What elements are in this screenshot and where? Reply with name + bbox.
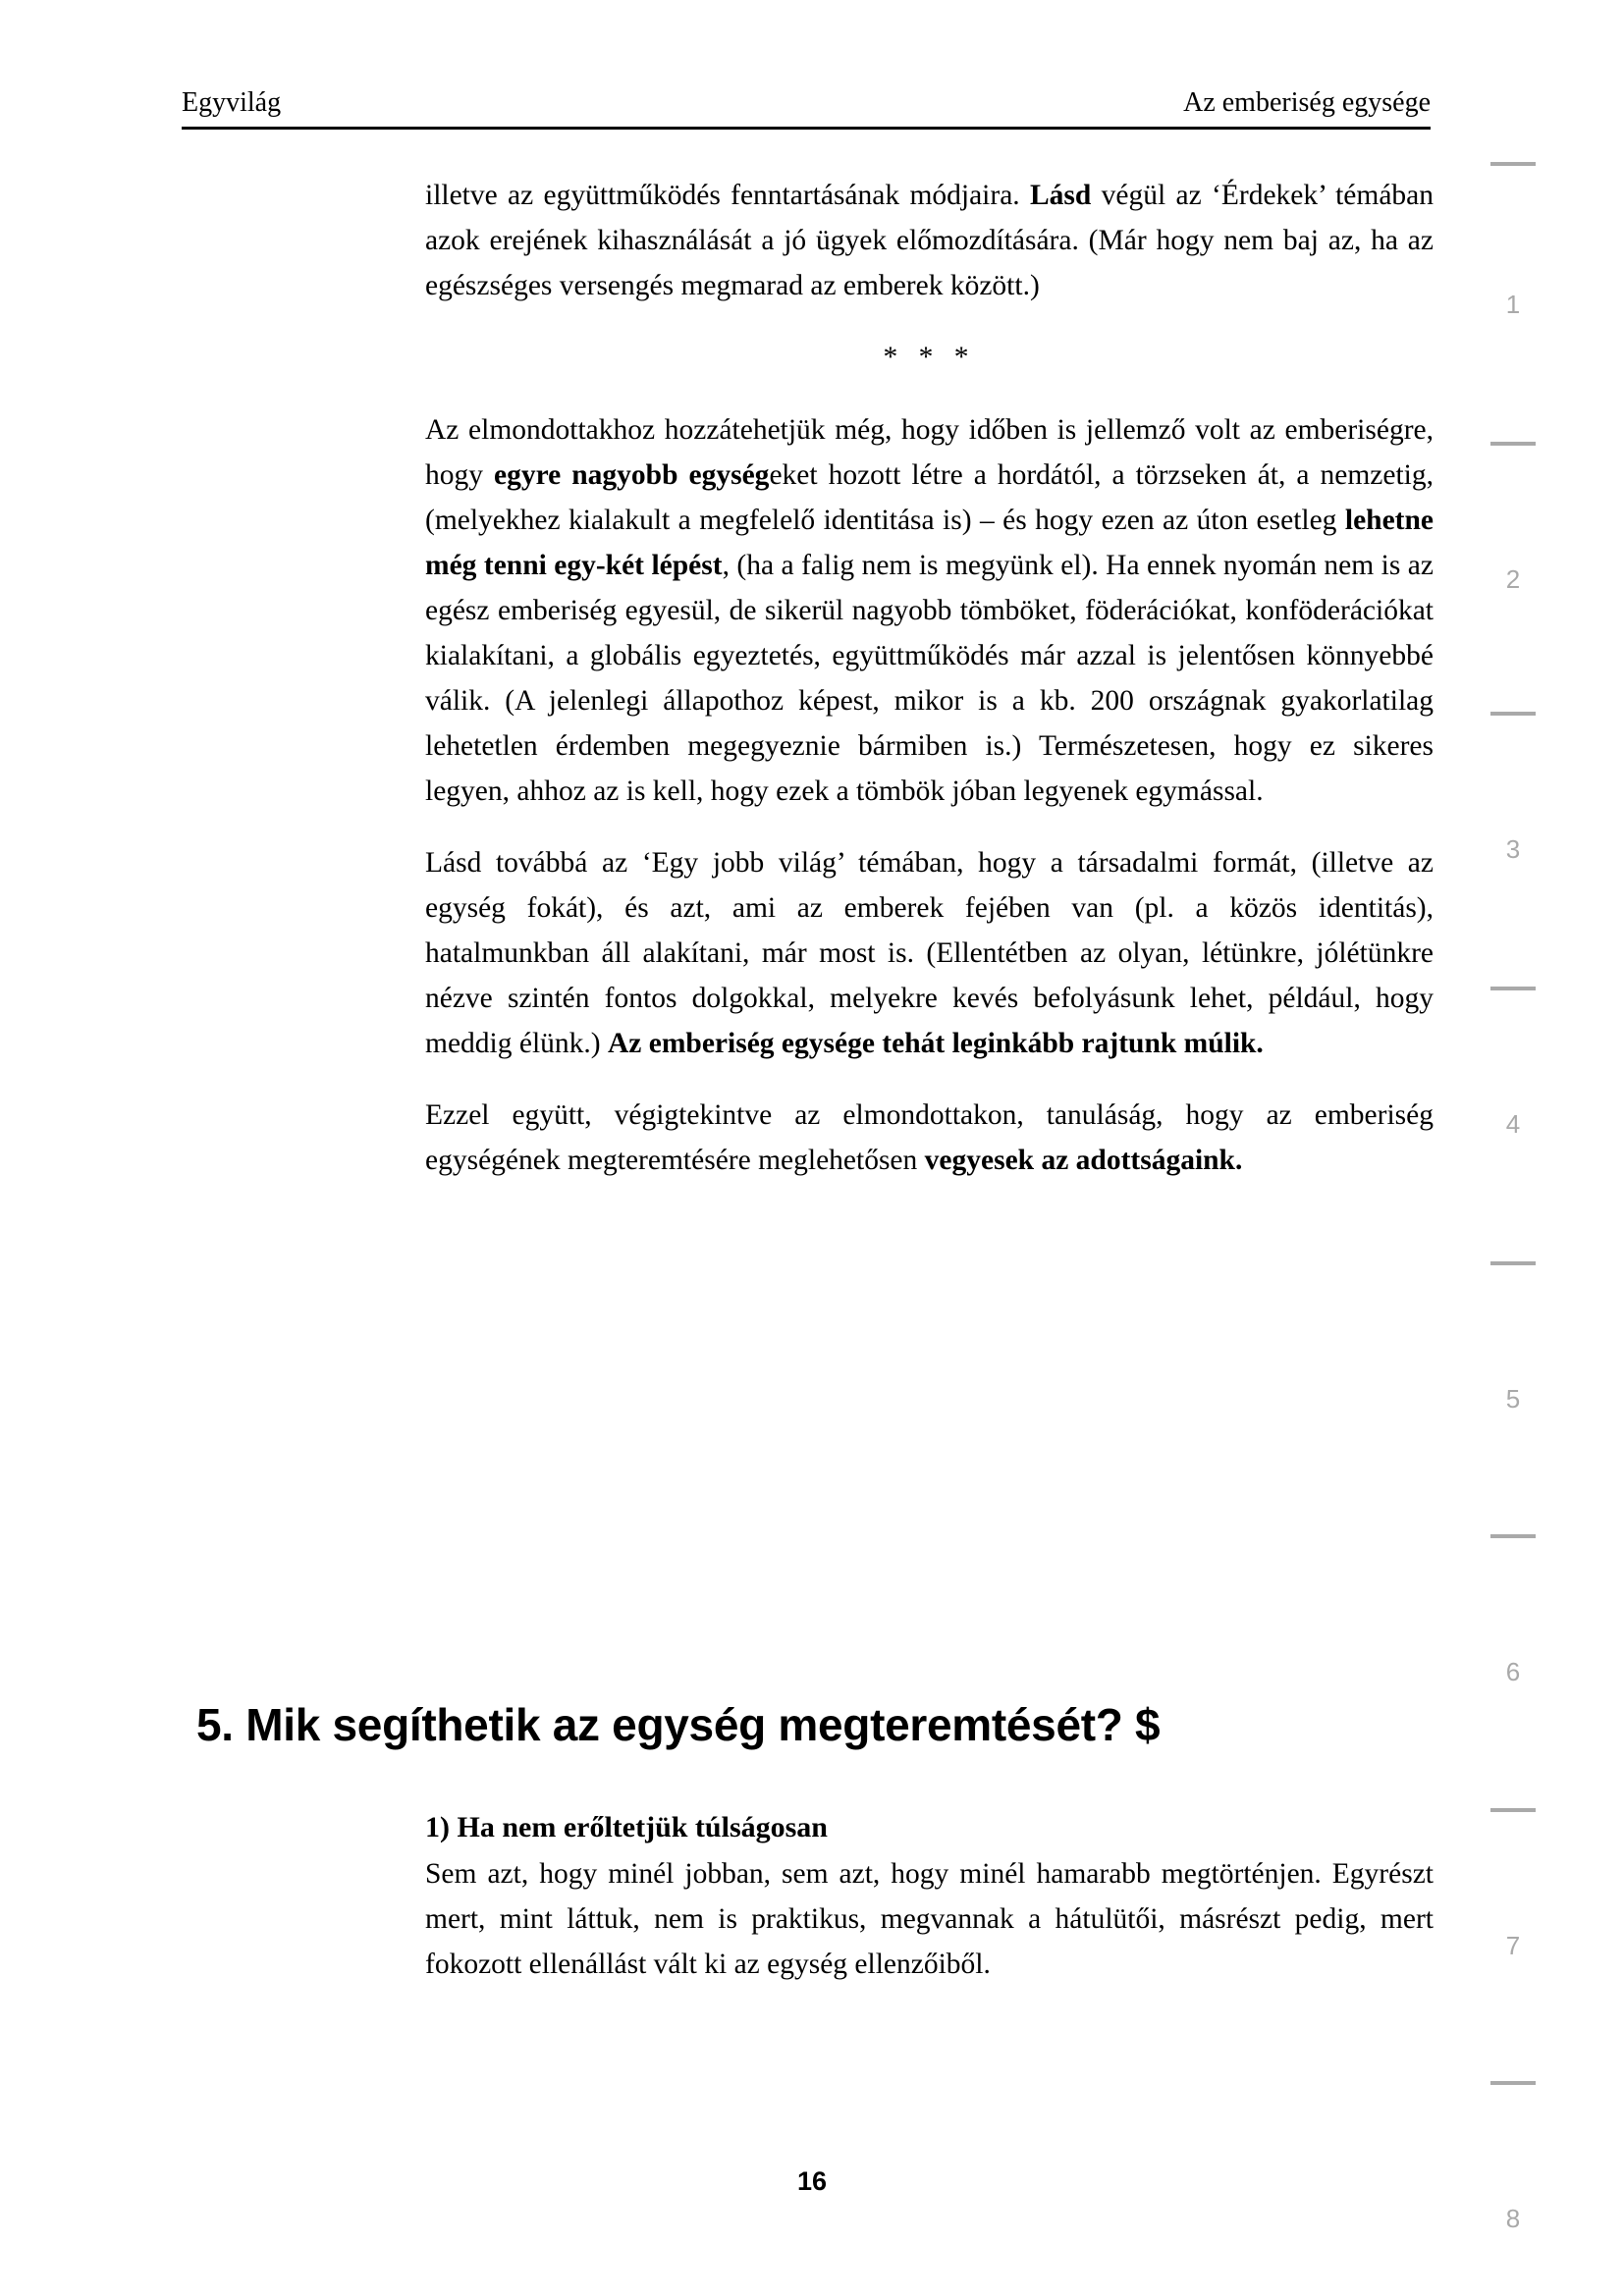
paragraph-3-bold-conclusion: Az emberiség egysége tehát leginkább rajtunk múlik. <box>607 1028 1264 1059</box>
paragraph-4 <box>425 1093 1434 1183</box>
ruler-tick <box>1490 162 1536 166</box>
paragraph-2 <box>425 407 1434 814</box>
paragraph-3 <box>425 840 1434 1066</box>
paragraph-4-bold-vegyesek: vegyesek az adottságaink. <box>924 1145 1243 1176</box>
header-right-title: Az emberiség egysége <box>1183 87 1431 118</box>
ruler-tick <box>1490 1261 1536 1265</box>
document-body <box>425 173 1434 1183</box>
paragraph-2-bold-lehetne-meg: lehetne még tenni egy-két lépést <box>425 505 1434 581</box>
sub-heading: 1) Ha nem erőltetjük túlságosan <box>425 1810 828 1843</box>
section-heading: 5. Mik segíthetik az egység megteremtését? $ <box>196 1698 1161 1750</box>
ruler-tick <box>1490 2081 1536 2085</box>
header-left-title: Egyvilág <box>182 87 282 118</box>
paragraph-2-text-b: eket hozott létre a hordától, a törzseken át, a nemzetig, (melyekhez kialakult a megfelelő identitása is) – és hogy ezen az úton esetleg <box>425 459 1434 536</box>
running-header <box>182 86 1431 130</box>
closing-body <box>425 1851 1434 1987</box>
ruler-number: 2 <box>1505 564 1521 594</box>
paragraph-1-text-b: végül az ‘Érdekek’ témában azok erejének kihasználását a jó ügyek előmozdítására. (Már hogy nem baj az, ha az egészséges versengés megmarad az emberek között.) <box>425 180 1435 301</box>
page-number: 16 <box>796 2166 828 2196</box>
margin-ruler <box>1481 118 1559 2233</box>
paragraph-1-text-a: illetve az együttműködés fenntartásának módjaira. <box>425 180 1030 211</box>
ruler-tick <box>1490 1534 1536 1538</box>
ruler-number: 1 <box>1505 290 1521 319</box>
paragraph-4-text-a: Ezzel együtt, végigtekintve az elmondottakon, tanuláság, hogy az emberiség egységének megteremtésére meglehetősen <box>425 1099 1434 1176</box>
closing-paragraph: Sem azt, hogy minél jobban, sem azt, hogy minél hamarabb megtörténjen. Egyrészt mert, mint láttuk, nem is praktikus, megvannak a hátulütői, másrészt pedig, mert fokozott ellenállást vált ki az egység ellenzőiből. <box>425 1858 1434 1980</box>
ruler-tick <box>1490 442 1536 446</box>
ruler-number: 8 <box>1505 2204 1521 2233</box>
paragraph-2-text-a: Az elmondottakhoz hozzátehetjük még, hogy időben is jellemző volt az emberiségre, hogy <box>425 414 1434 491</box>
paragraph-2-text-c: , (ha a falig nem is megyünk el). Ha ennek nyomán nem is az egész emberiség egyesül, de sikerül nagyobb tömböket, föderációkat, konföderációkat kialakítani, a globális egyeztetés, együttműködés már azzal is jelentősen könnyebbé válik. (A jelenlegi állapothoz képest, mikor is a kb. 200 országnak gyakorlatilag lehetetlen érdemben megegyeznie bármiben is.) Természetesen, hogy ez sikeres legyen, ahhoz az is kell, hogy ezek a tömbök jóban legyenek egymással. <box>425 550 1434 807</box>
ruler-number: 6 <box>1505 1657 1521 1686</box>
ruler-tick <box>1490 987 1536 990</box>
ruler-number: 5 <box>1505 1384 1521 1414</box>
ruler-number: 4 <box>1505 1109 1521 1139</box>
paragraph-1 <box>425 173 1434 308</box>
paragraph-1-bold-lasd: Lásd <box>1030 180 1092 211</box>
paragraph-2-bold-egyre-nagyobb: egyre nagyobb egység <box>494 459 770 491</box>
ruler-number: 7 <box>1505 1931 1521 1960</box>
paragraph-3-text-a: Lásd továbbá az ‘Egy jobb világ’ témában, hogy a társadalmi formát, (illetve az egység fokát), és azt, ami az emberek fejében van (pl. a közös identitás), hatalmunkban áll alakítani, már most is. (Ellentétben az olyan, létünkre, jólétünkre nézve szintén fontos dolgokkal, melyekre kevés befolyásunk lehet, például, hogy meddig élünk.) <box>425 847 1434 1059</box>
ruler-tick <box>1490 712 1536 716</box>
section-separator-asterisks: * * * <box>883 342 976 373</box>
ruler-number: 3 <box>1505 834 1521 864</box>
ruler-tick <box>1490 1808 1536 1812</box>
